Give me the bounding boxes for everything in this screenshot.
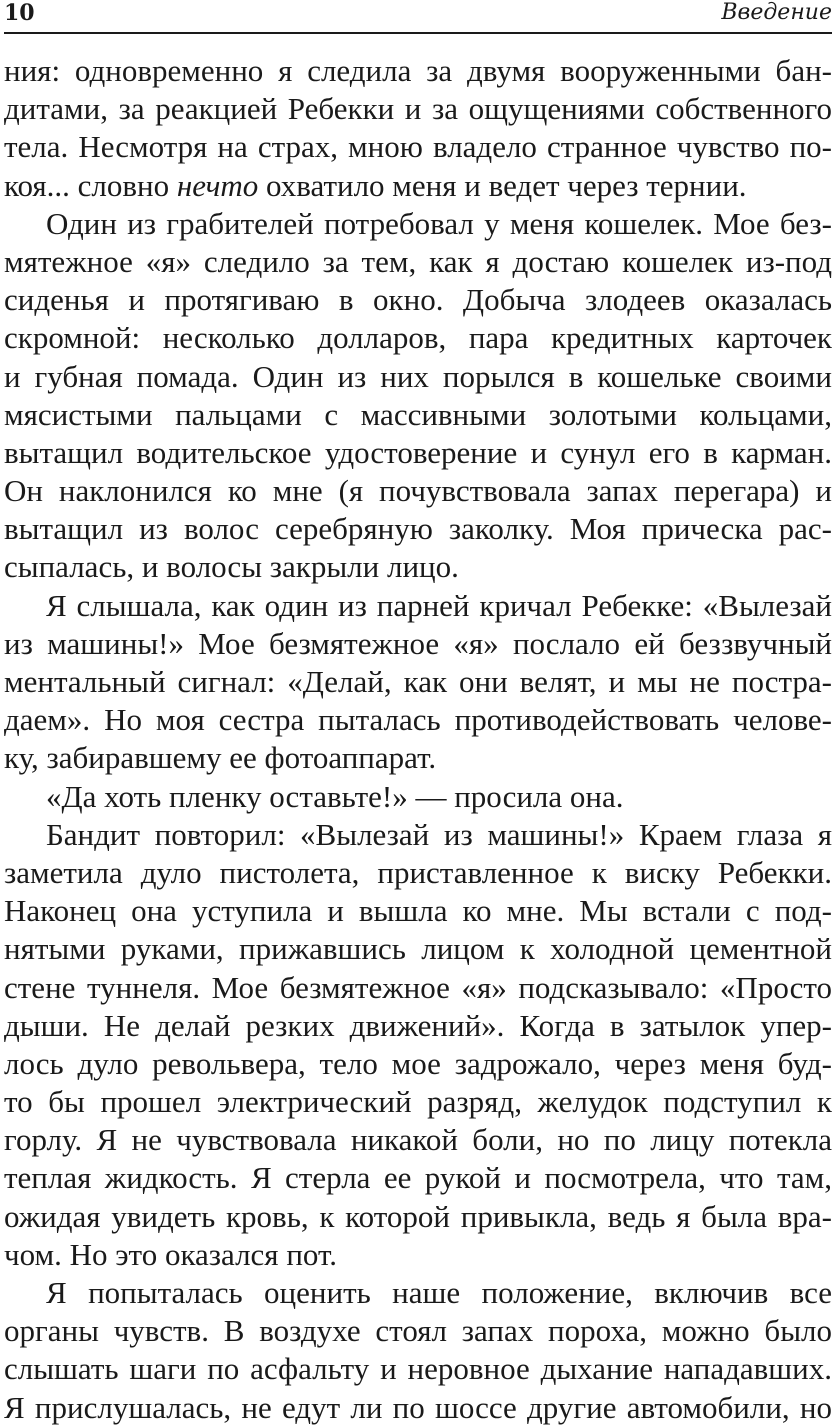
text-line: слышать шаги по асфальту и неровное дыхание нападавших. <box>4 1351 832 1387</box>
paragraph <box>4 778 832 816</box>
text-line: коя... словно нечто охватило меня и ведет через тернии. <box>4 167 747 203</box>
text-line: то бы прошел электрический разряд, желудок подступил к <box>4 1084 832 1120</box>
text-line: из машины!» Мое безмятежное «я» послало ей беззвучный <box>4 625 832 661</box>
body-text <box>4 52 832 1427</box>
section-title: Введение <box>721 0 832 25</box>
paragraph <box>4 816 832 1274</box>
running-head <box>4 0 832 34</box>
text-line: вытащил из волос серебряную заколку. Моя прическа рас- <box>4 511 832 547</box>
text-line: органы чувств. В воздухе стоял запах пороха, можно было <box>4 1313 832 1349</box>
paragraph <box>4 52 832 205</box>
text-line: Наконец она уступила и вышла ко мне. Мы встали с под- <box>4 893 832 929</box>
text-line: ния: одновременно я следила за двумя вооруженными бан- <box>4 53 832 88</box>
text-line: заметила дуло пистолета, приставленное к виску Ребекки. <box>4 854 832 890</box>
paragraph <box>4 587 832 778</box>
text-line: мятежное «я» следило за тем, как я достаю кошелек из-под <box>4 243 832 279</box>
text-line: ку, забиравшему ее фотоаппарат. <box>4 740 437 776</box>
text-line: стене туннеля. Мое безмятежное «я» подсказывало: «Просто <box>4 969 832 1005</box>
text-line: вытащил водительское удостоверение и сунул его в карман. <box>4 434 832 470</box>
text-line: теплая жидкость. Я стерла ее рукой и посмотрела, что там, <box>4 1160 832 1196</box>
text-line: горлу. Я не чувствовала никакой боли, но по лицу потекла <box>4 1122 832 1158</box>
text-line: скромной: несколько долларов, пара кредитных карточек <box>4 320 832 356</box>
text-line: дыши. Не делай резких движений». Когда в затылок упер- <box>4 1007 832 1043</box>
paragraph <box>4 1274 832 1427</box>
text-line: сиденья и протягиваю в окно. Добыча злодеев оказалась <box>4 282 832 318</box>
text-line: чом. Но это оказался пот. <box>4 1236 337 1272</box>
text-line: нятыми руками, прижавшись лицом к холодной цементной <box>4 931 832 967</box>
text-line: даем». Но моя сестра пыталась противодействовать челове- <box>4 702 832 738</box>
text-line: «Да хоть пленку оставьте!» — просила она. <box>46 778 624 814</box>
text-line: Я слышала, как один из парней кричал Ребекке: «Вылезай <box>46 587 832 623</box>
text-line: тела. Несмотря на страх, мною владело странное чувство по- <box>4 129 832 165</box>
text-line: лось дуло револьвера, тело мое задрожало, через меня буд- <box>4 1045 832 1081</box>
text-line: ожидая увидеть кровь, к которой привыкла, ведь я была вра- <box>4 1198 832 1234</box>
text-line: Я попыталась оценить наше положение, включив все <box>46 1275 832 1310</box>
text-line: ментальный сигнал: «Делай, как они велят, и мы не постра- <box>4 664 832 699</box>
page-number: 10 <box>4 0 35 26</box>
text-line: и губная помада. Один из них порылся в кошельке своими <box>4 358 832 394</box>
text-line: мясистыми пальцами с массивными золотыми кольцами, <box>4 396 832 432</box>
text-line: Я прислушалась, не едут ли по шоссе другие автомобили, но <box>4 1389 832 1425</box>
text-line: сыпалась, и волосы закрыли лицо. <box>4 549 459 585</box>
paragraph <box>4 205 832 587</box>
text-line: дитами, за реакцией Ребекки и за ощущениями собственного <box>4 91 832 127</box>
text-line: Бандит повторил: «Вылезай из машины!» Краем глаза я <box>46 816 832 852</box>
text-line: Один из грабителей потребовал у меня кошелек. Мое без- <box>46 205 832 241</box>
emphasis: нечто <box>176 167 259 203</box>
text-line: Он наклонился ко мне (я почувствовала запах перегара) и <box>4 473 832 509</box>
